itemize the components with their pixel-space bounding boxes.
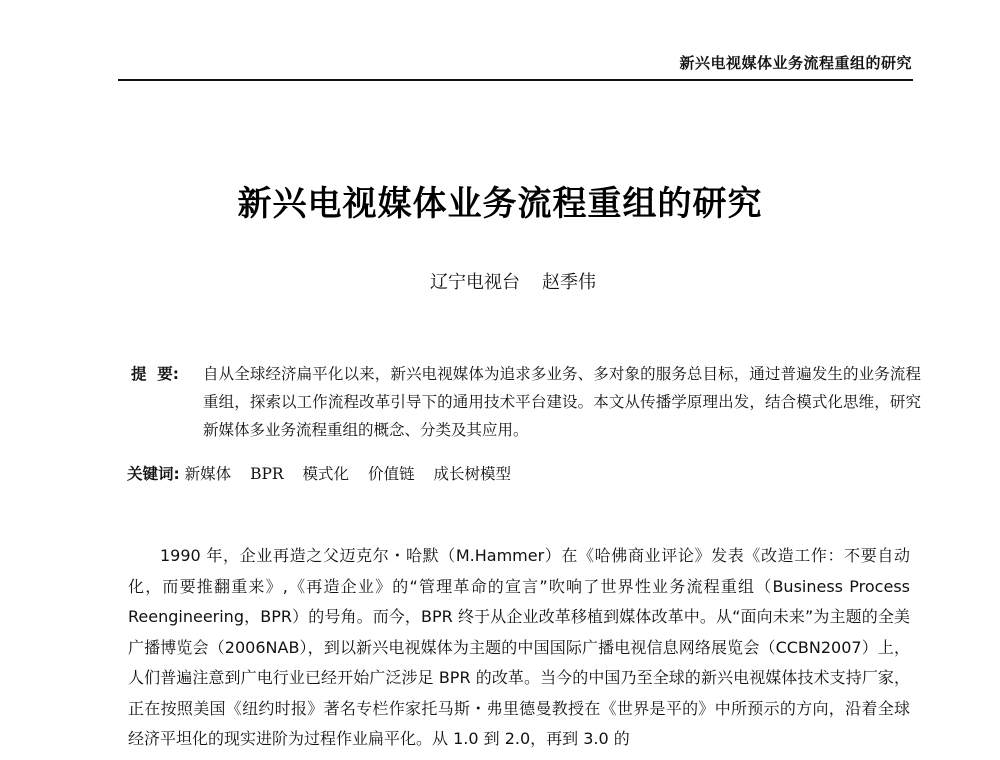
abstract-label: 提 要: bbox=[131, 365, 179, 383]
body-paragraph: 1990 年，企业再造之父迈克尔・哈默（M.Hammer）在《哈佛商业评论》发表《改造工作：不要自动化，而要推翻重来》,《再造企业》的“管理革命的宣言”吹响了世界性业务流程重组（Business Process Reengineering，BPR）的号角。而今，BPR 终于从企业改革移植到媒体改革中。从“面向未来”为主题的全美广播博览会（2006NAB），到以新兴电视媒体为主题的中国国际广播电视信息网络展览会（CCBN2007）上，人们普遍注意到广电行业已经开始广泛涉足 BPR 的改革。当今的中国乃至全球的新兴电视媒体技术支持厂家，正在按照美国《纽约时报》著名专栏作家托马斯・弗里德曼教授在《世界是平的》中所预示的方向，沿着全球经济平坦化的现实进阶为过程作业扁平化。从 1.0 到 2.0，再到 3.0 的 bbox=[128, 546, 910, 748]
article-title: 新兴电视媒体业务流程重组的研究 bbox=[237, 184, 763, 224]
keyword-item: 价值链 bbox=[367, 465, 415, 483]
author-line bbox=[430, 268, 596, 294]
keyword-item: BPR bbox=[250, 465, 284, 483]
keywords-label: 关键词: bbox=[127, 465, 180, 483]
keyword-item: 新媒体 bbox=[184, 465, 232, 483]
abstract-block bbox=[131, 360, 921, 444]
running-header: 新兴电视媒体业务流程重组的研究 bbox=[679, 54, 912, 72]
abstract-text: 自从全球经济扁平化以来，新兴电视媒体为追求多业务、多对象的服务总目标，通过普遍发生的业务流程重组，探索以工作流程改革引导下的通用技术平台建设。本文从传播学原理出发，结合模式化思维，研究新媒体多业务流程重组的概念、分类及其应用。 bbox=[203, 365, 921, 439]
keyword-item: 模式化 bbox=[302, 465, 350, 483]
author-affiliation: 辽宁电视台 bbox=[430, 272, 520, 293]
keywords-line bbox=[127, 462, 525, 484]
header-rule bbox=[118, 79, 913, 81]
author-name: 赵季伟 bbox=[542, 272, 596, 293]
keyword-item: 成长树模型 bbox=[433, 465, 511, 483]
